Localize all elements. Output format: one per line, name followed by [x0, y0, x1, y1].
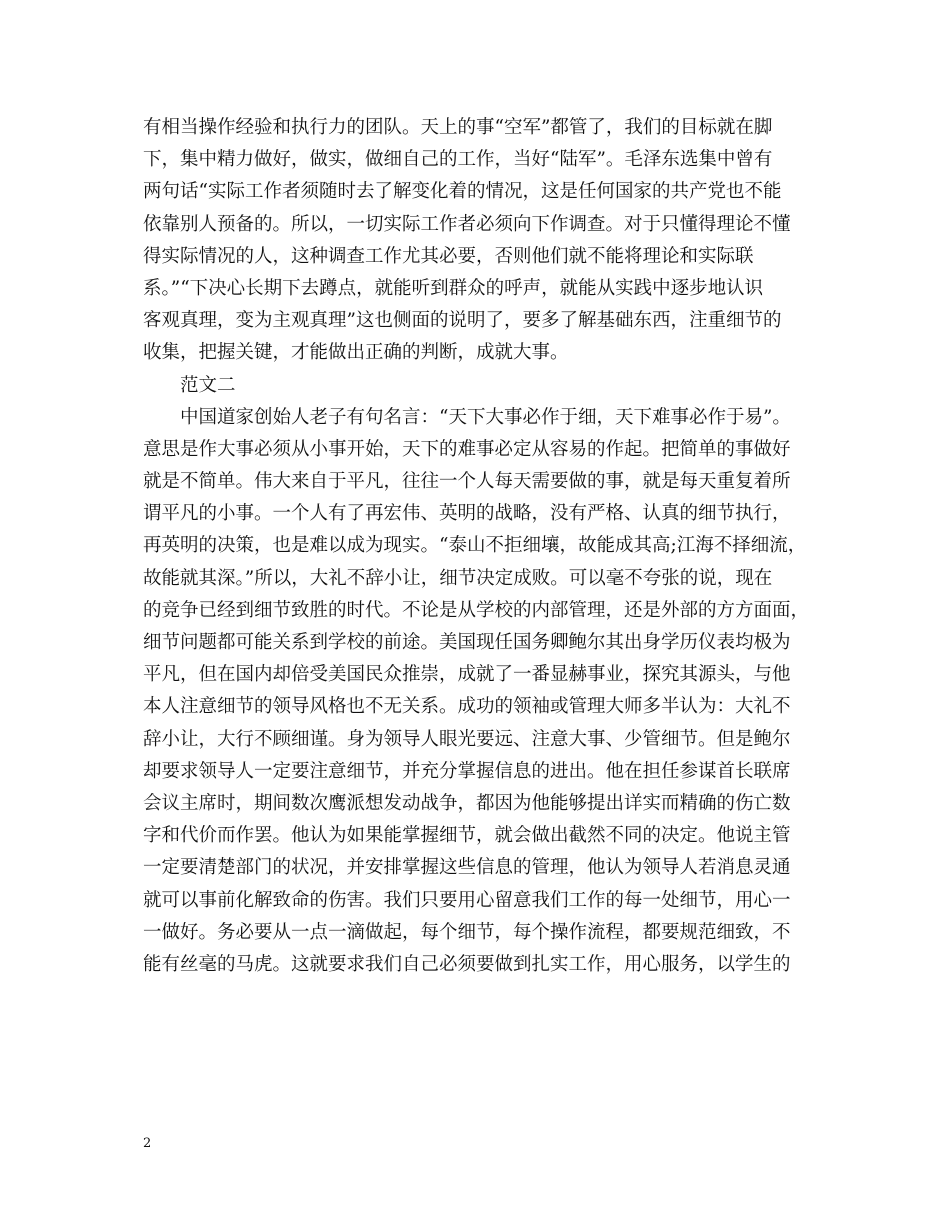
- text-line-6: 系。”“下决心长期下去蹲点，就能听到群众的呼声，就能从实践中逐步地认识: [143, 277, 764, 299]
- text-line-26: 一做好。务必要从一点一滴做起，每个细节，每个操作流程，都要规范细致，不: [143, 921, 791, 943]
- text-line-13: 谓平凡的小事。一个人有了再宏伟、英明的战略，没有严格、认真的细节执行，: [143, 503, 791, 525]
- text-line-27: 能有丝毫的马虎。这就要求我们自己必须要做到扎实工作，用心服务，以学生的: [143, 953, 791, 975]
- text-line-17: 细节问题都可能关系到学校的前途。美国现任国务卿鲍尔其出身学历仪表均极为: [143, 632, 791, 653]
- text-line-23: 字和代价而作罢。他认为如果能掌握细节，就会做出截然不同的决定。他说主管: [143, 825, 791, 847]
- text-line-18: 平凡，但在国内却倍受美国民众推崇，成就了一番显赫事业，探究其源头，与他: [143, 664, 791, 686]
- text-line-5: 得实际情况的人，这种调查工作尤其必要，否则他们就不能将理论和实际联: [143, 245, 754, 267]
- page-number: 2: [143, 1136, 152, 1151]
- text-line-11: 意思是作大事必须从小事开始，天下的难事必定从容易的作起。把简单的事做好: [143, 438, 791, 460]
- text-line-14: 再英明的决策，也是难以成为现实。“泰山不拒细壤，故能成其高;江海不择细流，: [143, 535, 807, 557]
- text-line-7: 客观真理，变为主观真理”这也侧面的说明了，要多了解基础东西，注重细节的: [143, 310, 782, 332]
- text-line-4: 依靠别人预备的。所以，一切实际工作者必须向下作调查。对于只懂得理论不懂: [143, 213, 791, 235]
- document-body: [143, 112, 823, 981]
- text-line-12: 就是不简单。伟大来自于平凡，往往一个人每天需要做的事，就是每天重复着所: [143, 471, 791, 493]
- text-line-8: 收集，把握关键，才能做出正确的判断，成就大事。: [143, 342, 569, 364]
- text-line-10: 中国道家创始人老子有句名言：“天下大事必作于细，天下难事必作于易”。: [180, 406, 791, 428]
- section-heading: 范文二: [180, 374, 236, 396]
- text-line-20: 辞小让，大行不顾细谨。身为领导人眼光要远、注意大事、少管细节。但是鲍尔: [143, 728, 791, 750]
- text-line-15: 故能就其深。”所以，大礼不辞小让，细节决定成败。可以毫不夸张的说，现在: [143, 567, 773, 589]
- text-line-16: 的竞争已经到细节致胜的时代。不论是从学校的内部管理，还是外部的方方面面，: [143, 599, 810, 621]
- text-line-2: 下，集中精力做好，做实，做细自己的工作，当好“陆军”。毛泽东选集中曾有: [143, 149, 773, 171]
- text-line-24: 一定要清楚部门的状况，并安排掌握这些信息的管理，他认为领导人若消息灵通: [143, 857, 791, 879]
- text-line-22: 会议主席时，期间数次鹰派想发动战争，都因为他能够提出详实而精确的伤亡数: [143, 792, 791, 814]
- text-line-3: 两句话“实际工作者须随时去了解变化着的情况，这是任何国家的共产党也不能: [143, 181, 782, 203]
- text-line-19: 本人注意细节的领导风格也不无关系。成功的领袖或管理大师多半认为：大礼不: [143, 696, 791, 718]
- text-line-1: 有相当操作经验和执行力的团队。天上的事“空军”都管了，我们的目标就在脚: [143, 117, 773, 138]
- text-line-25: 就可以事前化解致命的伤害。我们只要用心留意我们工作的每一处细节，用心一: [143, 889, 791, 911]
- text-line-21: 却要求领导人一定要注意细节，并充分掌握信息的进出。他在担任参谋首长联席: [143, 760, 791, 782]
